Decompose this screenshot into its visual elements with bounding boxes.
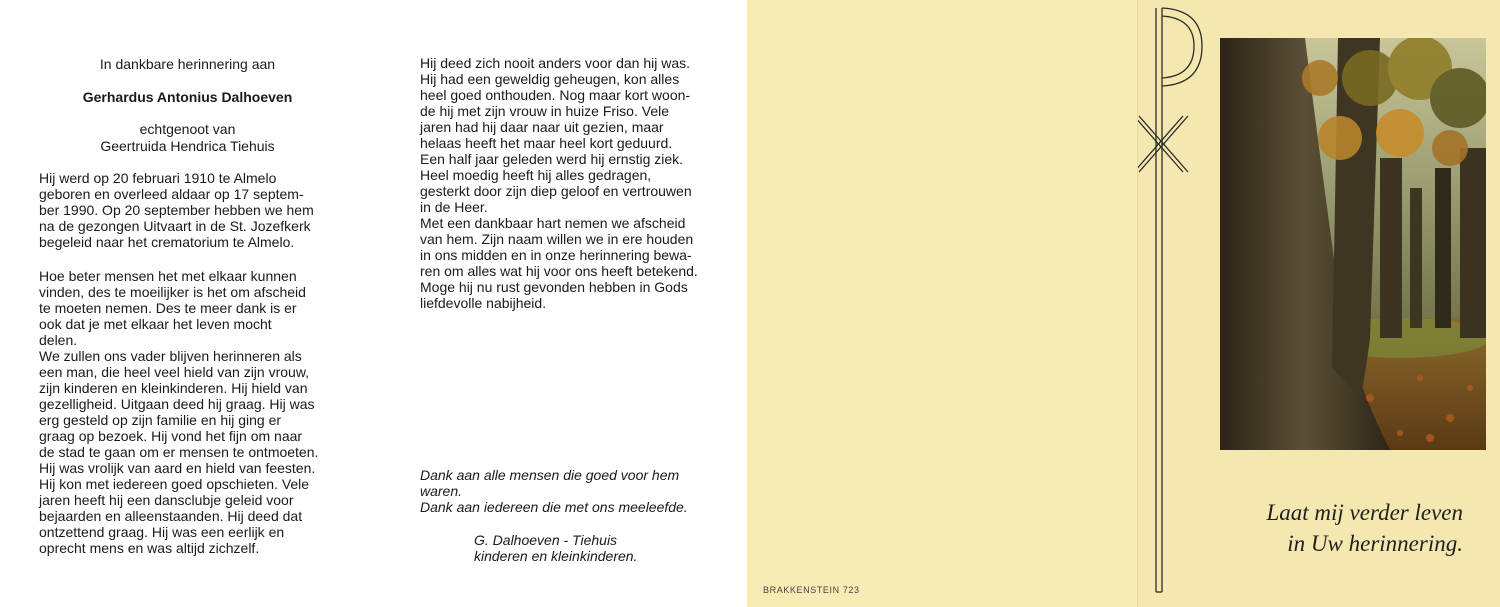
family-signature: G. Dalhoeven - Tiehuis kinderen en kleinkinderen. [474,532,638,564]
biography-paragraph-1: Hij werd op 20 februari 1910 te Almelo geboren en overleed aldaar op 17 septem- ber 1990. Op 20 september hebben we hem na de gezongen Uitvaart in de St. Jozefkerk begeleid naar het crematorium te Almelo. [39,170,314,250]
autumn-forest-photo [1220,38,1486,450]
verse-line-2: in Uw herinnering. [1287,531,1463,556]
relation-line-1: echtgenoot van [139,121,236,137]
remembrance-heading: In dankbare herinnering aan [99,56,276,72]
deceased-name: Gerhardus Antonius Dalhoeven [82,89,293,105]
back-cover [747,0,1137,607]
publisher-imprint: BRAKKENSTEIN 723 [763,585,860,595]
thanks-text: Dank aan alle mensen die goed voor hem waren. Dank aan iedereen die met ons meeleefde. [420,467,688,515]
front-cover [1137,0,1500,607]
biography-paragraph-3: Hij deed zich nooit anders voor dan hij was. Hij had een geweldig geheugen, kon alles heel goed onthouden. Nog maar kort woon- de hij met zijn vrouw in huize Friso. Vele jaren had hij daar naar uit gezien, maar helaas heeft het maar heel kort geduurd. Een half jaar geleden werd hij ernstig ziek. Heel moedig heeft hij alles gedragen, gesterkt door zijn diep geloof en vertrouwen in de Heer. Met een dankbaar hart nemen we afscheid van hem. Zijn naam willen we in ere houden in ons midden en in onze herinnering bewa- ren om alles wat hij voor ons heeft betekend. Moge hij nu rust gevonden hebben in Gods liefdevolle nabijheid. [420,55,698,311]
biography-paragraph-2: Hoe beter mensen het met elkaar kunnen vinden, des te moeilijker is het om afscheid te moeten nemen. Des te meer dank is er ook dat je met elkaar het leven mocht delen. We zullen ons vader blijven herinneren als een man, die heel veel hield van zijn vrouw, zijn kinderen en kleinkinderen. Hij hield van gezelligheid. Uitgaan deed hij graag. Hij was erg gesteld op zijn familie en hij ging er graag op bezoek. Hij vond het fijn om naar de stad te gaan om er mensen te ontmoeten. Hij was vrolijk van aard en hield van feesten. Hij kon met iedereen goed opschieten. Vele jaren heeft hij een dansclubje geleid voor bejaarden en alleenstaanden. Hij deed dat ontzettend graag. Hij was een eerlijk en oprecht mens en was altijd zichzelf. [39,268,319,556]
spouse-name: Geertruida Hendrica Tiehuis [100,138,275,154]
inner-left-page [0,0,375,607]
inner-right-page [375,0,747,607]
verse-line-1: Laat mij verder leven [1266,500,1463,525]
